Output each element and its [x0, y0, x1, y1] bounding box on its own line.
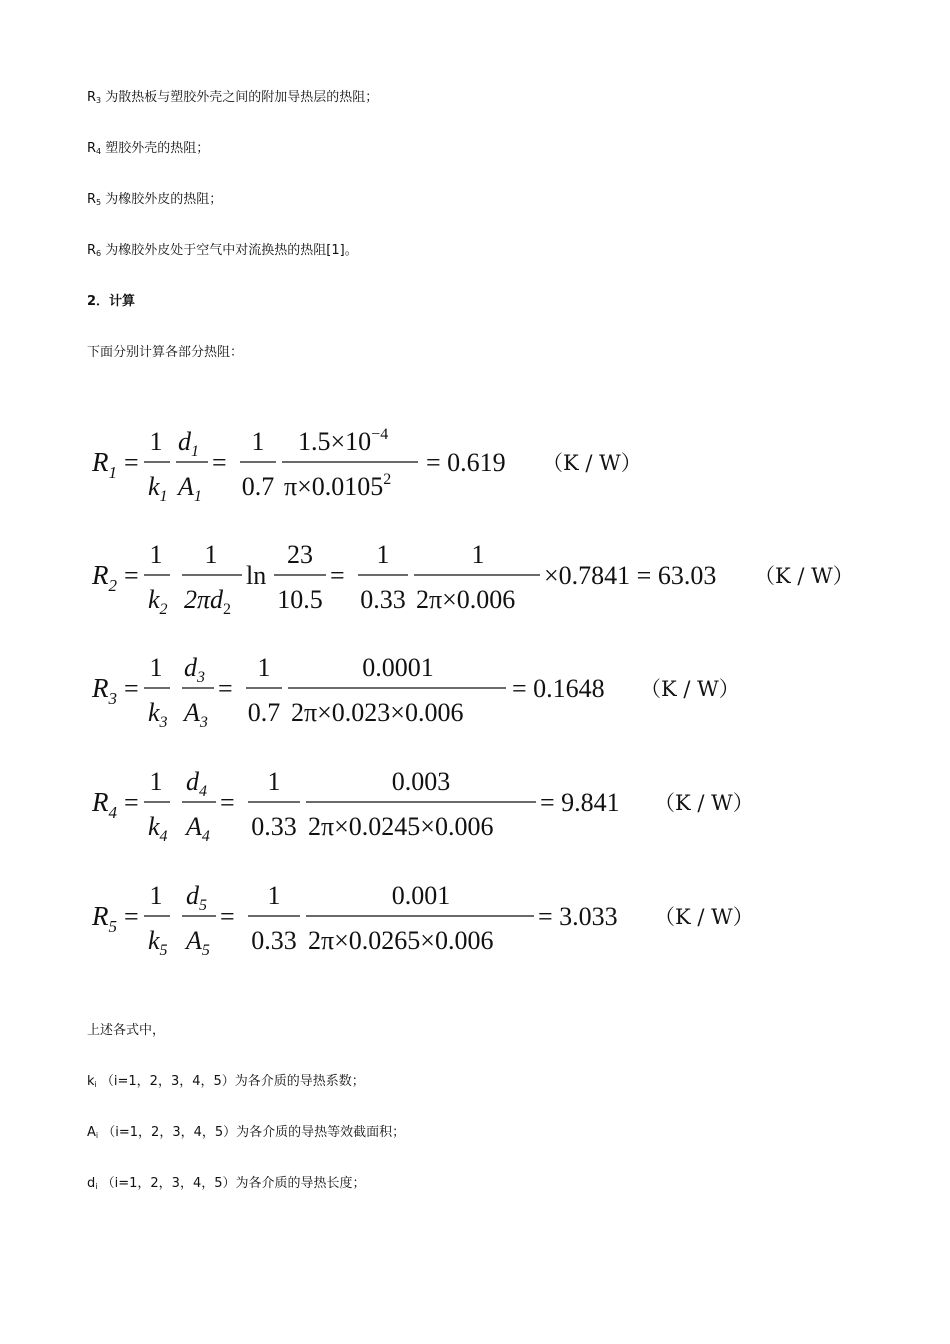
svg-text:0.33: 0.33: [360, 585, 406, 614]
svg-text:=: =: [124, 448, 139, 477]
svg-text:A4: $A_4$: [186, 812, 210, 845]
svg-text:= 0.1648: = 0.1648: [512, 674, 605, 703]
svg-text:R2: $R_2$: [92, 560, 117, 595]
svg-text:R4: $R_4$: [92, 787, 117, 822]
svg-text:k5: $k_5$: [148, 926, 168, 959]
svg-text:0.33: 0.33: [251, 926, 297, 955]
svg-text:=: =: [124, 902, 139, 931]
svg-text:（K / W）: （K / W）: [542, 451, 642, 475]
definition-r3: $R_3$ 为散热板与塑胶外壳之间的附加导热层的热阻；: [87, 90, 379, 105]
svg-text:10.5: 10.5: [277, 585, 323, 614]
svg-text:=: =: [124, 561, 139, 590]
definition-ai: $A_i$ （i=1，2，3，4，5）为各介质的导热等效截面积；: [87, 1125, 406, 1140]
svg-text:=: =: [124, 788, 139, 817]
svg-text:1: 1: [149, 653, 163, 682]
svg-text:k1: $k_1$: [148, 472, 168, 505]
definition-r5: $R_5$ 为橡胶外皮的热阻；: [87, 192, 223, 207]
svg-text:= 0.619: = 0.619: [426, 448, 506, 477]
svg-text:1: 1: [267, 767, 281, 796]
svg-text:0.001: 0.001: [391, 881, 451, 910]
svg-text:ln: ln: [246, 561, 267, 590]
svg-text:（K / W）: （K / W）: [754, 564, 854, 588]
svg-text:d3: $d_3$: [184, 653, 205, 686]
svg-text:1: 1: [267, 881, 281, 910]
svg-text:= 9.841: = 9.841: [540, 788, 620, 817]
svg-text:R3: $R_3$: [92, 673, 117, 708]
definition-r6: $R_6$ 为橡胶外皮处于空气中对流换热的热阻[1]。: [87, 243, 358, 258]
svg-text:（K / W）: （K / W）: [640, 677, 740, 701]
svg-text:（K / W）: （K / W）: [654, 905, 754, 929]
svg-text:1: 1: [251, 427, 265, 456]
svg-text:2π×0.006: 2π×0.006: [416, 585, 516, 614]
equation-r5: [88, 874, 768, 969]
svg-text:1: 1: [257, 653, 271, 682]
svg-text:23: 23: [287, 540, 313, 569]
svg-text:0.33: 0.33: [251, 812, 297, 841]
svg-text:=: =: [212, 448, 227, 477]
svg-text:2π×0.023×0.006: 2π×0.023×0.006: [291, 698, 464, 727]
svg-text:1: 1: [149, 767, 163, 796]
svg-text:1.5×10−4: $1.5\times 10^{-4}$: [298, 426, 389, 456]
svg-text:=: =: [218, 674, 233, 703]
svg-text:2π×0.0265×0.006: 2π×0.0265×0.006: [308, 926, 494, 955]
svg-text:R5: $R_5$: [92, 901, 117, 936]
definition-di: $d_i$ （i=1，2，3，4，5）为各介质的导热长度；: [87, 1176, 366, 1191]
definition-r4: $R_4$ 塑胶外壳的热阻；: [87, 141, 210, 156]
svg-text:k2: $k_2$: [148, 585, 168, 618]
svg-text:A5: $A_5$: [186, 926, 210, 959]
svg-text:1: 1: [204, 540, 218, 569]
summary-intro: 上述各式中，: [87, 1023, 166, 1038]
svg-text:A3: $A_3$: [184, 698, 208, 731]
equation-r3: [88, 646, 768, 741]
svg-text:1: 1: [471, 540, 485, 569]
svg-text:1: 1: [149, 881, 163, 910]
equation-r2: [88, 533, 858, 628]
svg-text:0.0001: 0.0001: [362, 653, 434, 682]
svg-text:1: 1: [149, 427, 163, 456]
svg-text:d5: $d_5$: [186, 881, 207, 914]
svg-text:=: =: [220, 788, 235, 817]
svg-text:d4: $d_4$: [186, 767, 207, 800]
svg-text:0.7: 0.7: [241, 472, 275, 501]
svg-text:（K / W）: （K / W）: [654, 791, 754, 815]
svg-text:=: =: [124, 674, 139, 703]
svg-text:2π×0.0245×0.006: 2π×0.0245×0.006: [308, 812, 494, 841]
svg-text:2πd2: $2\pi d_2$: [184, 585, 232, 618]
svg-text:1: 1: [149, 540, 163, 569]
svg-text:= 3.033: = 3.033: [538, 902, 618, 931]
svg-text:k4: $k_4$: [148, 812, 168, 845]
svg-text:d1: $d_1$: [178, 427, 199, 460]
svg-text:×0.7841 = 63.03: ×0.7841 = 63.03: [544, 561, 717, 590]
svg-text:=: =: [330, 561, 345, 590]
svg-text:A1: $A_1$: [178, 472, 202, 505]
svg-text:1: 1: [376, 540, 390, 569]
svg-text:R1: $R_1$: [92, 447, 117, 482]
svg-text:=: =: [220, 902, 235, 931]
svg-text:k3: $k_3$: [148, 698, 168, 731]
svg-text:0.7: 0.7: [247, 698, 281, 727]
svg-text:0.003: 0.003: [391, 767, 451, 796]
intro-text: 下面分别计算各部分热阻：: [87, 345, 244, 360]
equation-r4: [88, 760, 768, 855]
section-heading: 2．计算: [87, 294, 136, 309]
svg-text:π×0.01052: $\pi\times 0.0105^2$: [284, 471, 392, 501]
definition-ki: $k_i$ （i=1，2，3，4，5）为各介质的导热系数；: [87, 1074, 365, 1089]
equation-r1: [88, 420, 668, 515]
